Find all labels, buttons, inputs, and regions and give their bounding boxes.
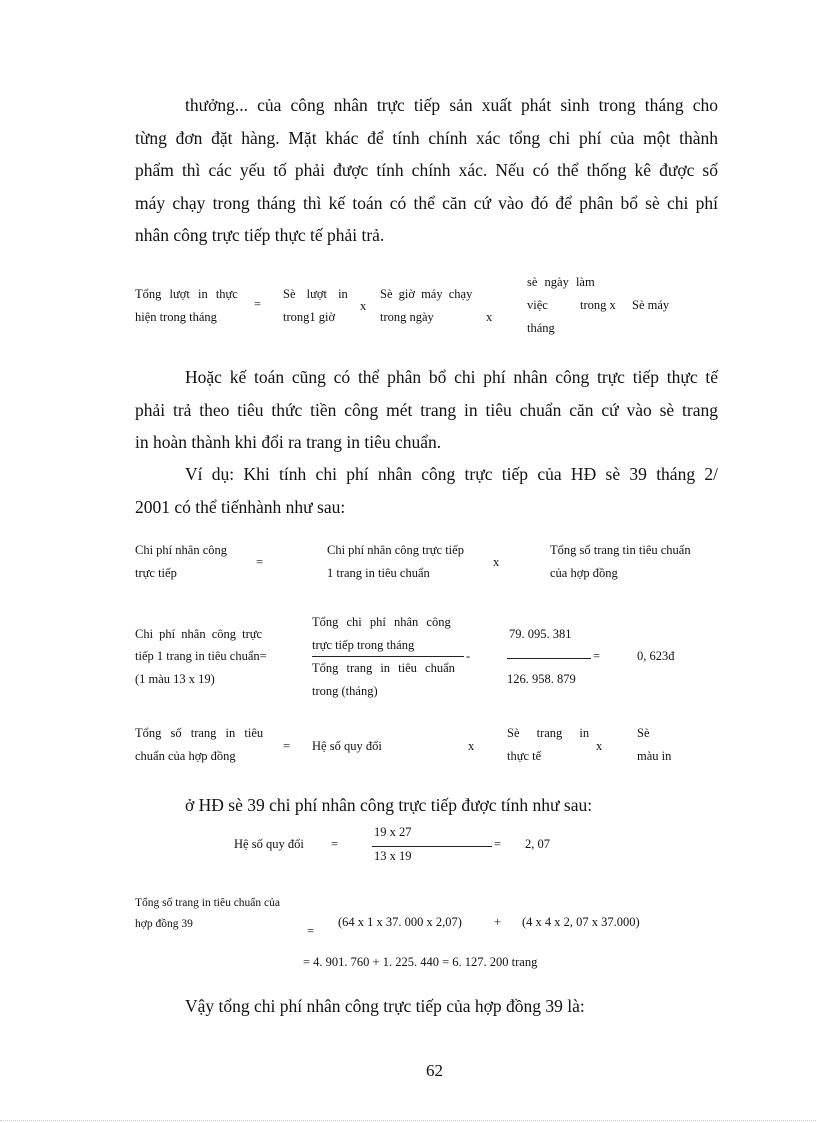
formula-term: màu in xyxy=(637,749,672,763)
text-line: máy chạy trong tháng thì kế toán có thể căn cứ vào đó để phân bổ sè chi phí xyxy=(135,192,718,213)
formula-term: trong ngày xyxy=(380,310,434,324)
plus-sign: + xyxy=(494,915,502,929)
paragraph-intro xyxy=(135,89,718,252)
formula-lhs: hợp đồng 39 xyxy=(135,918,193,930)
fraction-numerator: 19 x 27 xyxy=(374,825,412,839)
equals-sign: = xyxy=(256,555,264,569)
formula-term: Chi phí nhân công trực tiếp xyxy=(327,543,464,557)
fraction-denominator: Tổng trang in tiêu chuẩn xyxy=(312,661,455,675)
closing-sentence: Vậy tổng chi phí nhân công trực tiếp của hợp đồng 39 là: xyxy=(185,996,585,1016)
formula-lhs: hiện trong tháng xyxy=(135,310,217,324)
formula-lhs: Tổng lượt in thực xyxy=(135,287,238,301)
equals-sign: = xyxy=(331,837,339,851)
fraction-bar xyxy=(312,656,464,657)
formula-part: (4 x 4 x 2, 07 x 37.000) xyxy=(522,915,640,929)
formula-label: Hệ số quy đổi xyxy=(234,837,304,851)
equals-sign: = xyxy=(283,739,291,753)
formula-term: Tổng số trang tin tiêu chuẩn xyxy=(550,543,691,557)
fraction-dash: - xyxy=(466,649,471,663)
value-numerator: 79. 095. 381 xyxy=(509,627,572,641)
formula-term: việc xyxy=(527,298,548,312)
formula-term: sè ngày làm xyxy=(527,275,595,289)
formula-term: Sè lượt in xyxy=(283,287,348,301)
paragraph-alternative xyxy=(135,361,718,459)
formula-lhs: chuẩn của hợp đồng xyxy=(135,749,236,763)
result-value: 0, 623đ xyxy=(637,649,675,663)
formula-result-line: = 4. 901. 760 + 1. 225. 440 = 6. 127. 200 trang xyxy=(303,955,538,969)
equals-sign: = xyxy=(307,924,315,938)
page-bottom-border xyxy=(0,1120,816,1121)
text-line: 2001 có thể tiếnhành như sau: xyxy=(135,496,346,517)
times-sign: x xyxy=(468,739,475,753)
equals-sign: = xyxy=(254,297,262,311)
text-line: in hoàn thành khi đổi ra trang in tiêu chuẩn. xyxy=(135,432,442,452)
times-sign: x xyxy=(596,739,603,753)
formula-term: trong x xyxy=(580,298,616,312)
formula-lhs: Tổng số trang in tiêu xyxy=(135,726,264,740)
equals-sign: = xyxy=(593,649,601,663)
equals-sign: = xyxy=(494,837,502,851)
times-sign: x xyxy=(486,310,493,324)
formula-lhs: Chi phí nhân công trực xyxy=(135,627,263,641)
formula-lhs: Chi phí nhân công xyxy=(135,543,228,557)
text-line: thưởng... của công nhân trực tiếp sản xuất phát sinh trong tháng cho xyxy=(185,95,718,115)
paragraph-example xyxy=(135,458,718,523)
formula-term: Sè trang in xyxy=(507,726,590,740)
text-line: nhân công trực tiếp thực tế phải trả. xyxy=(135,225,385,245)
value-fraction-bar xyxy=(507,658,591,659)
formula-lhs: tiếp 1 trang in tiêu chuẩn= xyxy=(135,649,267,663)
formula-term: Sè xyxy=(637,726,650,740)
value-denominator: 126. 958. 879 xyxy=(507,672,576,686)
fraction-numerator: Tổng chi phí nhân công xyxy=(312,615,451,629)
formula-term: 1 trang in tiêu chuẩn xyxy=(327,566,430,580)
formula-lhs: Tổng số trang in tiêu chuẩn của xyxy=(135,897,280,909)
section-heading: ở HĐ sè 39 chi phí nhân công trực tiếp được tính như sau: xyxy=(185,795,593,815)
text-line: phải trả theo tiêu thức tiền công mét trang in tiêu chuẩn căn cứ vào sè trang xyxy=(135,399,718,420)
formula-term: thực tế xyxy=(507,749,542,763)
text-line: Hoặc kế toán cũng có thể phân bổ chi phí nhân công trực tiếp thực tế xyxy=(185,367,718,387)
times-sign: x xyxy=(360,299,367,313)
times-sign: x xyxy=(493,555,500,569)
formula-term: trong1 giờ xyxy=(283,310,336,324)
formula-term: Hệ số quy đổi xyxy=(312,739,382,753)
fraction-denominator: 13 x 19 xyxy=(374,849,412,863)
text-line: từng đơn đặt hàng. Mặt khác để tính chính xác tổng chi phí của một thành xyxy=(135,127,718,148)
formula-part: (64 x 1 x 37. 000 x 2,07) xyxy=(338,915,462,929)
formula-term: của hợp đồng xyxy=(550,566,618,580)
text-line: phẩm thì các yếu tố phải được tính chính xác. Nếu có thể thống kê được số xyxy=(135,160,718,180)
result-value: 2, 07 xyxy=(525,837,550,851)
fraction-bar xyxy=(372,846,492,847)
text-line: Ví dụ: Khi tính chi phí nhân công trực tiếp của HĐ sè 39 tháng 2/ xyxy=(185,464,718,484)
fraction-numerator: trực tiếp trong tháng xyxy=(312,638,415,652)
formula-lhs: trực tiếp xyxy=(135,566,177,580)
page-number: 62 xyxy=(426,1061,443,1080)
formula-lhs: (1 màu 13 x 19) xyxy=(135,672,215,686)
fraction-denominator: trong (tháng) xyxy=(312,684,378,698)
formula-term: Sè máy xyxy=(632,298,670,312)
formula-term: Sè giờ máy chạy xyxy=(380,287,473,301)
formula-term: tháng xyxy=(527,321,555,335)
